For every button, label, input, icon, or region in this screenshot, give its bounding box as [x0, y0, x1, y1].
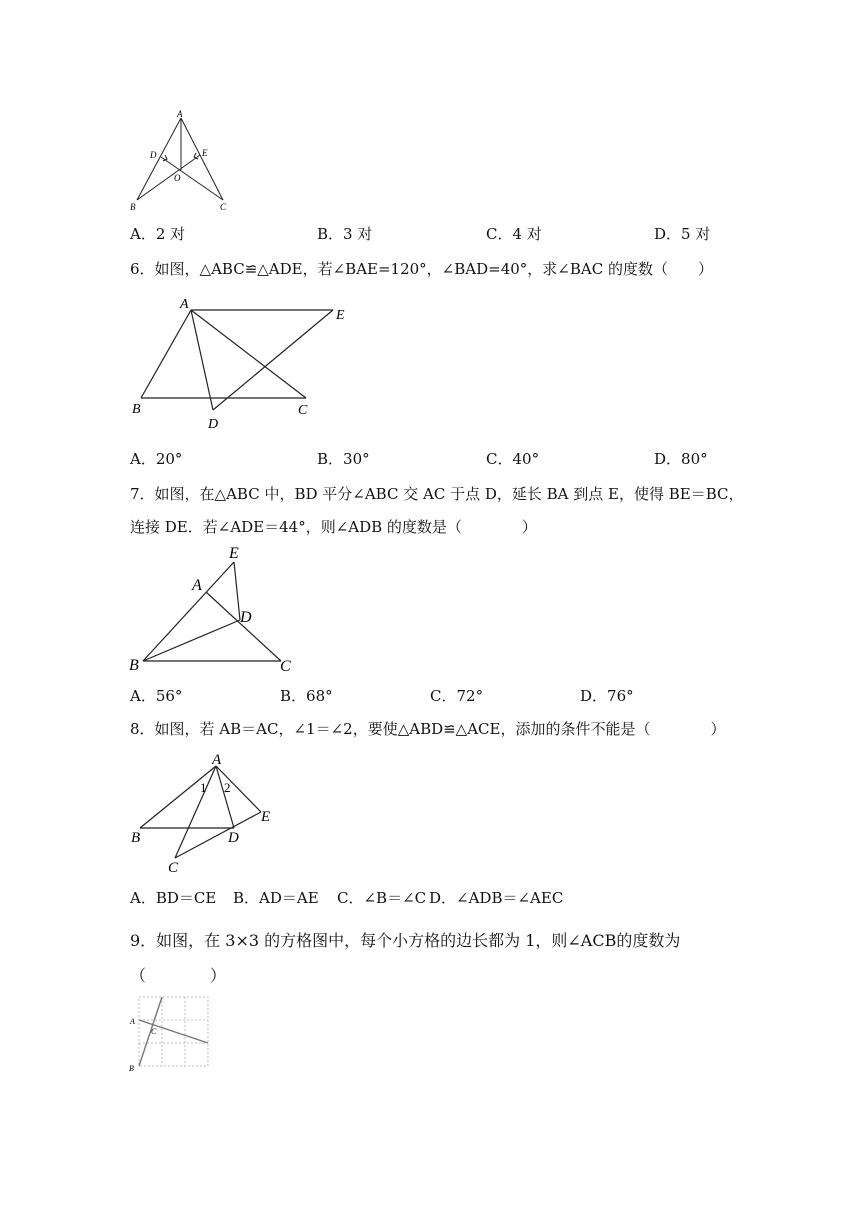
q7-option-c: C．72°	[430, 687, 484, 705]
q8-label-d: D	[228, 830, 239, 846]
q7-label-d: D	[240, 609, 252, 626]
q9-label-a: A	[130, 1017, 135, 1026]
q6-label-a: A	[180, 297, 189, 312]
q5-option-c: C．4 对	[486, 225, 542, 243]
q7-label-e: E	[229, 545, 239, 562]
q6-option-a: A．20°	[130, 450, 183, 468]
q7-label-a: A	[192, 577, 202, 594]
q8-option-c: C．∠B＝∠C	[337, 889, 427, 907]
q7-figure	[128, 542, 300, 676]
q9-stem-line1: 9．如图，在 3×3 的方格图中，每个小方格的边长都为 1，则∠ACB的度数为	[130, 931, 681, 950]
q7-stem-line2: 连接 DE．若∠ADE＝44°，则∠ADB 的度数是（ ）	[130, 518, 537, 536]
q8-option-b: B．AD＝AE	[233, 889, 319, 907]
q7-stem-line1: 7．如图，在△ABC 中，BD 平分∠ABC 交 AC 于点 D，延长 BA 到点 E，使得 BE＝BC，	[130, 485, 744, 503]
q8-label-c: C	[168, 860, 179, 876]
q8-option-d: D．∠ADB＝∠AEC	[429, 889, 564, 907]
q7-option-a: A．56°	[130, 687, 183, 705]
q8-figure	[128, 750, 278, 876]
q6-figure	[128, 292, 360, 434]
q5-label-b: B	[130, 202, 136, 212]
q5-figure	[128, 108, 238, 214]
q5-label-c: C	[220, 202, 227, 212]
q8-label-e: E	[261, 809, 271, 825]
q6-stem: 6．如图，△ABC≌△ADE，若∠BAE=120°，∠BAD=40°，求∠BAC 的度数（ ）	[130, 260, 713, 278]
q5-label-o: O	[174, 173, 181, 183]
q9-figure	[126, 994, 212, 1074]
q5-label-a: A	[177, 109, 183, 119]
q9-label-c: C	[151, 1027, 157, 1036]
q8-stem: 8．如图，若 AB＝AC，∠1＝∠2，要使△ABD≌△ACE，添加的条件不能是（ ）	[130, 720, 726, 738]
q9-stem-line2: （ ）	[130, 966, 227, 985]
q7-label-c: C	[280, 658, 291, 675]
q6-label-b: B	[132, 402, 141, 417]
q8-option-a: A．BD＝CE	[130, 889, 217, 907]
q9-label-b: B	[129, 1064, 134, 1073]
q5-option-b: B．3 对	[317, 225, 373, 243]
q7-option-d: D．76°	[580, 687, 634, 705]
q6-option-d: D．80°	[654, 450, 708, 468]
q8-label-b: B	[131, 830, 141, 846]
q6-option-c: C．40°	[486, 450, 540, 468]
q8-label-2: 2	[224, 780, 231, 795]
q7-label-b: B	[129, 657, 139, 674]
q5-option-d: D．5 对	[654, 225, 711, 243]
q6-option-b: B．30°	[317, 450, 370, 468]
q6-label-d: D	[208, 417, 219, 432]
q6-label-c: C	[298, 403, 308, 418]
q5-option-a: A．2 对	[130, 225, 186, 243]
q8-label-1: 1	[200, 780, 207, 795]
q5-label-d: D	[150, 150, 157, 160]
q8-label-a: A	[212, 752, 222, 768]
q7-option-b: B．68°	[280, 687, 333, 705]
q6-label-e: E	[336, 308, 345, 323]
q5-label-e: E	[202, 148, 208, 158]
